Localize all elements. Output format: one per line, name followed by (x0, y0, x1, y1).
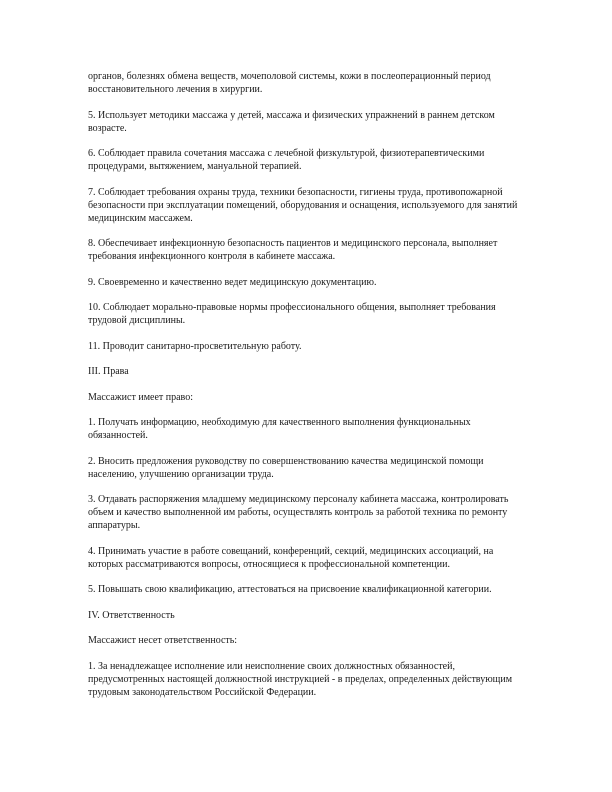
duty-item-11: 11. Проводит санитарно-просветительную работу. (88, 340, 302, 352)
section-heading-rights: III. Права (88, 366, 129, 377)
responsibility-intro: Массажист несет ответственность: (88, 635, 238, 646)
rights-item-5: 5. Повышать свою квалификацию, аттестоваться на присвоение квалификационной категории. (88, 584, 492, 595)
rights-item-3: 3. Отдавать распоряжения младшему медицинскому персоналу кабинета массажа, контролировать объем и качество выполненной им работы, осуществлять контроль за работой техника по ремонту аппаратуры. (88, 494, 509, 531)
document-page (88, 70, 528, 711)
duty-item-5: 5. Использует методики массажа у детей, массажа и физических упражнений в раннем детском возрасте. (88, 109, 495, 134)
rights-item-4: 4. Принимать участие в работе совещаний, конференций, секций, медицинских ассоциаций, на которых рассматриваются вопросы, относящиеся к профессиональной компетенции. (88, 545, 494, 570)
duty-item-8: 8. Обеспечивает инфекционную безопасность пациентов и медицинского персонала, выполняет требования инфекционного контроля в кабинете массажа. (88, 238, 498, 262)
duty-item-9: 9. Своевременно и качественно ведет медицинскую документацию. (88, 276, 377, 288)
rights-intro: Массажист имеет право: (88, 391, 193, 403)
rights-item-2: 2. Вносить предложения руководству по совершенствованию качества медицинской помощи населению, улучшению организации труда. (88, 455, 484, 480)
section-heading-responsibility: IV. Ответственность (88, 609, 175, 621)
rights-item-1: 1. Получать информацию, необходимую для качественного выполнения функциональных обязанностей. (88, 417, 471, 441)
responsibility-item-1: 1. За ненадлежащее исполнение или неисполнение своих должностных обязанностей, предусмотренных настоящей должностной инструкцией - в пределах, определенных действующим трудовым законодательством Российской Федерации. (88, 660, 513, 698)
paragraph-continuation: органов, болезнях обмена веществ, мочеполовой системы, кожи в послеоперационный период восстановительного лечения в хирургии. (88, 71, 491, 95)
duty-item-10: 10. Соблюдает морально-правовые нормы профессионального общения, выполняет требования трудовой дисциплины. (88, 302, 496, 326)
duty-item-7: 7. Соблюдает требования охраны труда, техники безопасности, гигиены труда, противопожарной безопасности при эксплуатации помещений, оборудования и оснащения, используемого для занятий медицинским массажем. (88, 186, 518, 224)
duty-item-6: 6. Соблюдает правила сочетания массажа с лечебной физкультурой, физиотерапевтическими процедурами, вытяжением, мануальной терапией. (88, 148, 485, 172)
